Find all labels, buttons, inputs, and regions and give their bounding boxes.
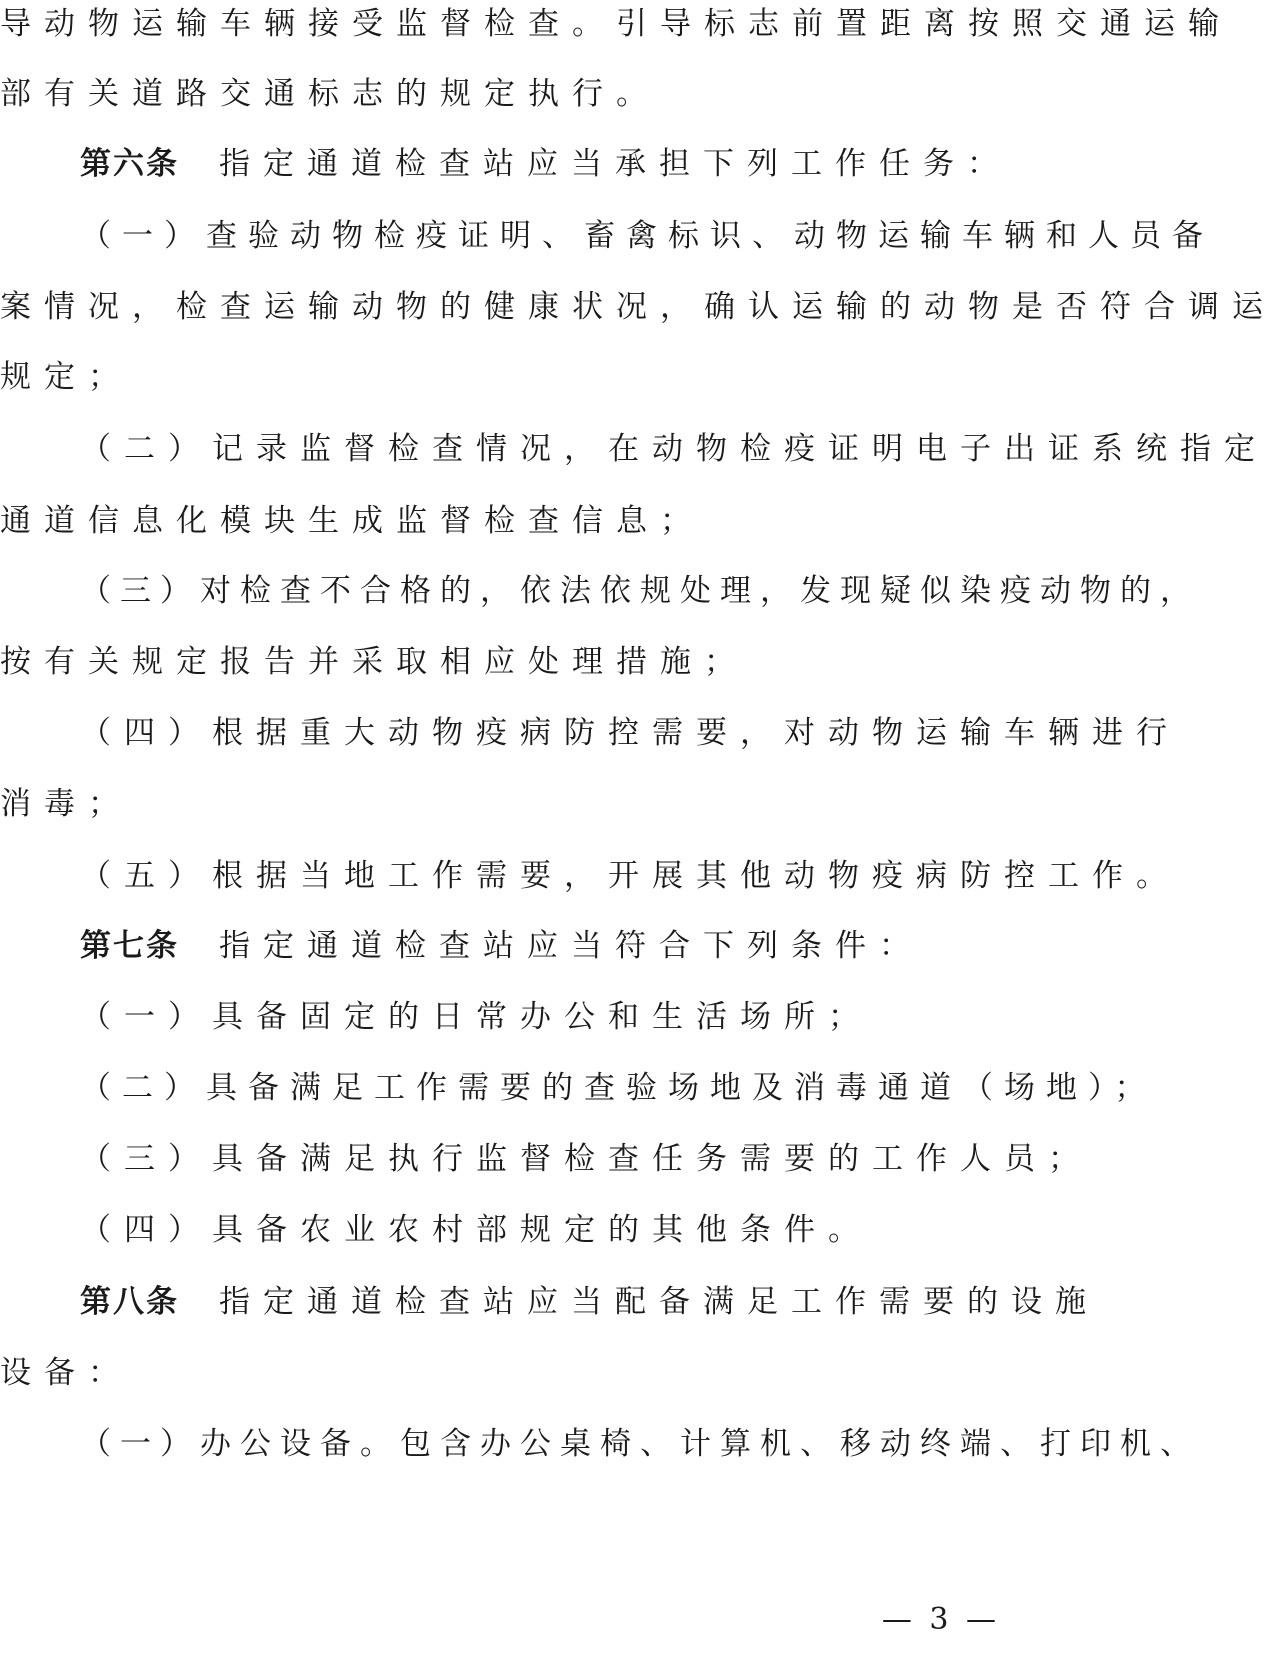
line-text: 按有关规定报告并采取相应处理措施； [0, 644, 748, 680]
line-text: 导动物运输车辆接受监督检查。引导标志前置距离按照交通运输 [0, 6, 1232, 42]
list-item-5 [0, 852, 1180, 928]
line-text: （四）根据重大动物疫病防控需要，对动物运输车辆进行 [80, 715, 1180, 751]
line-text: （五）根据当地工作需要，开展其他动物疫病防控工作。 [80, 858, 1180, 894]
paragraph-line-12 [0, 780, 1080, 856]
line-text: 消毒； [0, 786, 132, 822]
article-7-heading [0, 922, 1080, 998]
line-text: 指定通道检查站应当配备满足工作需要的设施 [219, 1284, 1099, 1320]
list-item-1 [0, 212, 1214, 288]
line-text: 通道信息化模块生成监督检查信息； [0, 503, 704, 539]
article-6-heading [0, 140, 1080, 216]
paragraph-line-6 [0, 353, 1080, 429]
condition-item-4 [0, 1206, 1080, 1282]
condition-item-3 [0, 1135, 1092, 1211]
article-number: 第八条 [80, 1284, 179, 1320]
line-text: 案情况，检查运输动物的健康状况，确认运输的动物是否符合调运 [0, 289, 1276, 325]
line-text: （二）具备满足工作需要的查验场地及消毒通道（场地）； [80, 1070, 1157, 1106]
line-text: 部有关道路交通标志的规定执行。 [0, 76, 660, 112]
paragraph-line-10 [0, 638, 1080, 714]
line-text: （一）办公设备。包含办公桌椅、计算机、移动终端、打印机、 [80, 1426, 1200, 1462]
line-text: （二）记录监督检查情况，在动物检疫证明电子出证系统指定 [80, 431, 1268, 467]
list-item-3 [0, 567, 1200, 643]
list-item-4 [0, 709, 1180, 785]
line-text: 指定通道检查站应当承担下列工作任务： [219, 146, 1011, 182]
condition-item-1 [0, 993, 1080, 1069]
line-text: 指定通道检查站应当符合下列条件： [219, 928, 923, 964]
article-8-heading [0, 1278, 1099, 1354]
paragraph-line-8 [0, 497, 1080, 573]
line-text: （三）对检查不合格的，依法依规处理，发现疑似染疫动物的， [80, 573, 1200, 609]
line-text: 规定； [0, 359, 132, 395]
line-text: （三）具备满足执行监督检查任务需要的工作人员； [80, 1141, 1092, 1177]
line-text: （一）具备固定的日常办公和生活场所； [80, 999, 872, 1035]
article-number: 第七条 [80, 928, 179, 964]
paragraph-line-1 [0, 0, 1232, 76]
page-number: — 3 — [881, 1602, 1000, 1637]
paragraph-line-20 [0, 1349, 1080, 1425]
line-text: （一）查验动物检疫证明、畜禽标识、动物运输车辆和人员备 [80, 218, 1214, 254]
article-number: 第六条 [80, 146, 179, 182]
list-item-2 [0, 425, 1268, 501]
condition-item-2 [0, 1064, 1157, 1140]
paragraph-line-5 [0, 283, 1276, 359]
line-text: 设备： [0, 1355, 132, 1391]
line-text: （四）具备农业农村部规定的其他条件。 [80, 1212, 872, 1248]
equipment-item-1 [0, 1420, 1200, 1496]
paragraph-line-2 [0, 70, 1080, 146]
